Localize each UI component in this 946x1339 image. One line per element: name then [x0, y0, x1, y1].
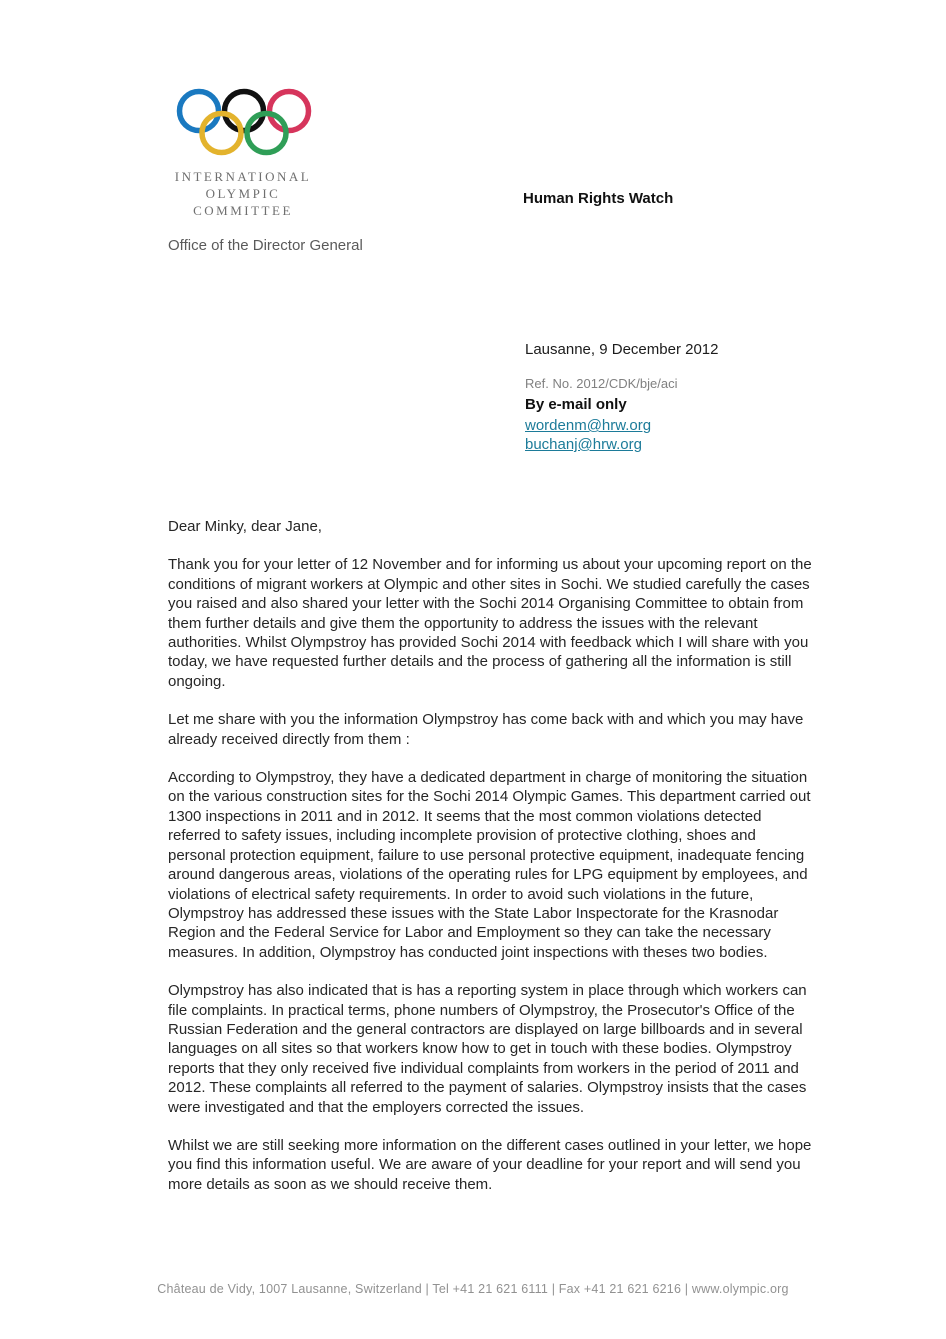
olympic-rings-icon: [176, 88, 312, 162]
ioc-wordmark-line3: COMMITTEE: [193, 203, 293, 218]
recipient-name: Human Rights Watch: [523, 190, 674, 207]
delivery-method: By e-mail only: [525, 396, 627, 413]
paragraph-1: Thank you for your letter of 12 November and for informing us about your upcoming report on the conditions of migrant workers at Olympic and other sites in Sochi. We studied carefully the cases you raised and also shared your letter with the Sochi 2014 Organising Committee to obtain from them further details and give them the opportunity to address the issues with the relevant authorities. Whilst Olympstroy has provided Sochi 2014 with feedback which I will share with you today, we have requested further details and the process of gathering all the information is still ongoing.: [168, 556, 812, 690]
paragraph-3: According to Olympstroy, they have a dedicated department in charge of monitoring the situation on the various construction sites for the Sochi 2014 Olympic Games. This department carried out 1300 inspections in 2011 and in 2012. It seems that the most common violations detected referred to safety issues, including incomplete provision of protective clothing, shoes and personal protection equipment, failure to use personal protective equipment, inadequate fencing around dangerous areas, violations of the operating rules for LPG equipment by employees, and violations of electrical safety requirements. In order to avoid such violations in the future, Olympstroy has addressed these issues with the State Labor Inspectorate for the Krasnodar Region and the Federal Service for Labor and Employment so they can take the necessary measures. In addition, Olympstroy has conducted joint inspections with theses two bodies.: [168, 769, 811, 961]
paragraph-2: Let me share with you the information Olympstroy has come back with and which you may have already received directly from them :: [168, 711, 804, 748]
ring-red: [270, 92, 309, 131]
ring-yellow: [202, 114, 241, 153]
dateline: Lausanne, 9 December 2012: [525, 341, 719, 358]
ring-blue: [180, 92, 219, 131]
reference-number: Ref. No. 2012/CDK/bje/aci: [525, 376, 678, 391]
ioc-wordmark: [158, 168, 328, 219]
ring-black: [225, 92, 264, 131]
office-of-director-general: Office of the Director General: [168, 237, 363, 254]
salutation: Dear Minky, dear Jane,: [168, 518, 322, 535]
email-link-wordenm[interactable]: wordenm@hrw.org: [525, 417, 652, 434]
paragraph-5: Whilst we are still seeking more information on the different cases outlined in your letter, we hope you find this information useful. We are aware of your deadline for your report and will send you more details as soon as we should receive them.: [168, 1136, 812, 1193]
ring-green: [247, 114, 286, 153]
ioc-wordmark-line1: INTERNATIONAL: [174, 169, 312, 184]
email-link-buchanj[interactable]: buchanj@hrw.org: [525, 436, 642, 453]
letterhead-footer: Château de Vidy, 1007 Lausanne, Switzerland | Tel +41 21 621 6111 | Fax +41 21 621 6216 | www.olympic.org: [157, 1282, 789, 1296]
letter-body: [168, 517, 814, 1213]
meta-block: [525, 341, 718, 455]
ioc-wordmark-line2: OLYMPIC: [205, 186, 281, 201]
paragraph-4: Olympstroy has also indicated that is has a reporting system in place through which workers can file complaints. In practical terms, phone numbers of Olympstroy, the Prosecutor's Office of the Russian Federation and the general contractors are displayed on large billboards and in several languages on all sites so that workers know how to get in touch with these bodies. Olympstroy reports that they only received five individual complaints from workers in the period of 2011 and 2012. These complaints all referred to the payment of salaries. Olympstroy insists that the cases were investigated and that the employers corrected the issues.: [168, 982, 807, 1116]
